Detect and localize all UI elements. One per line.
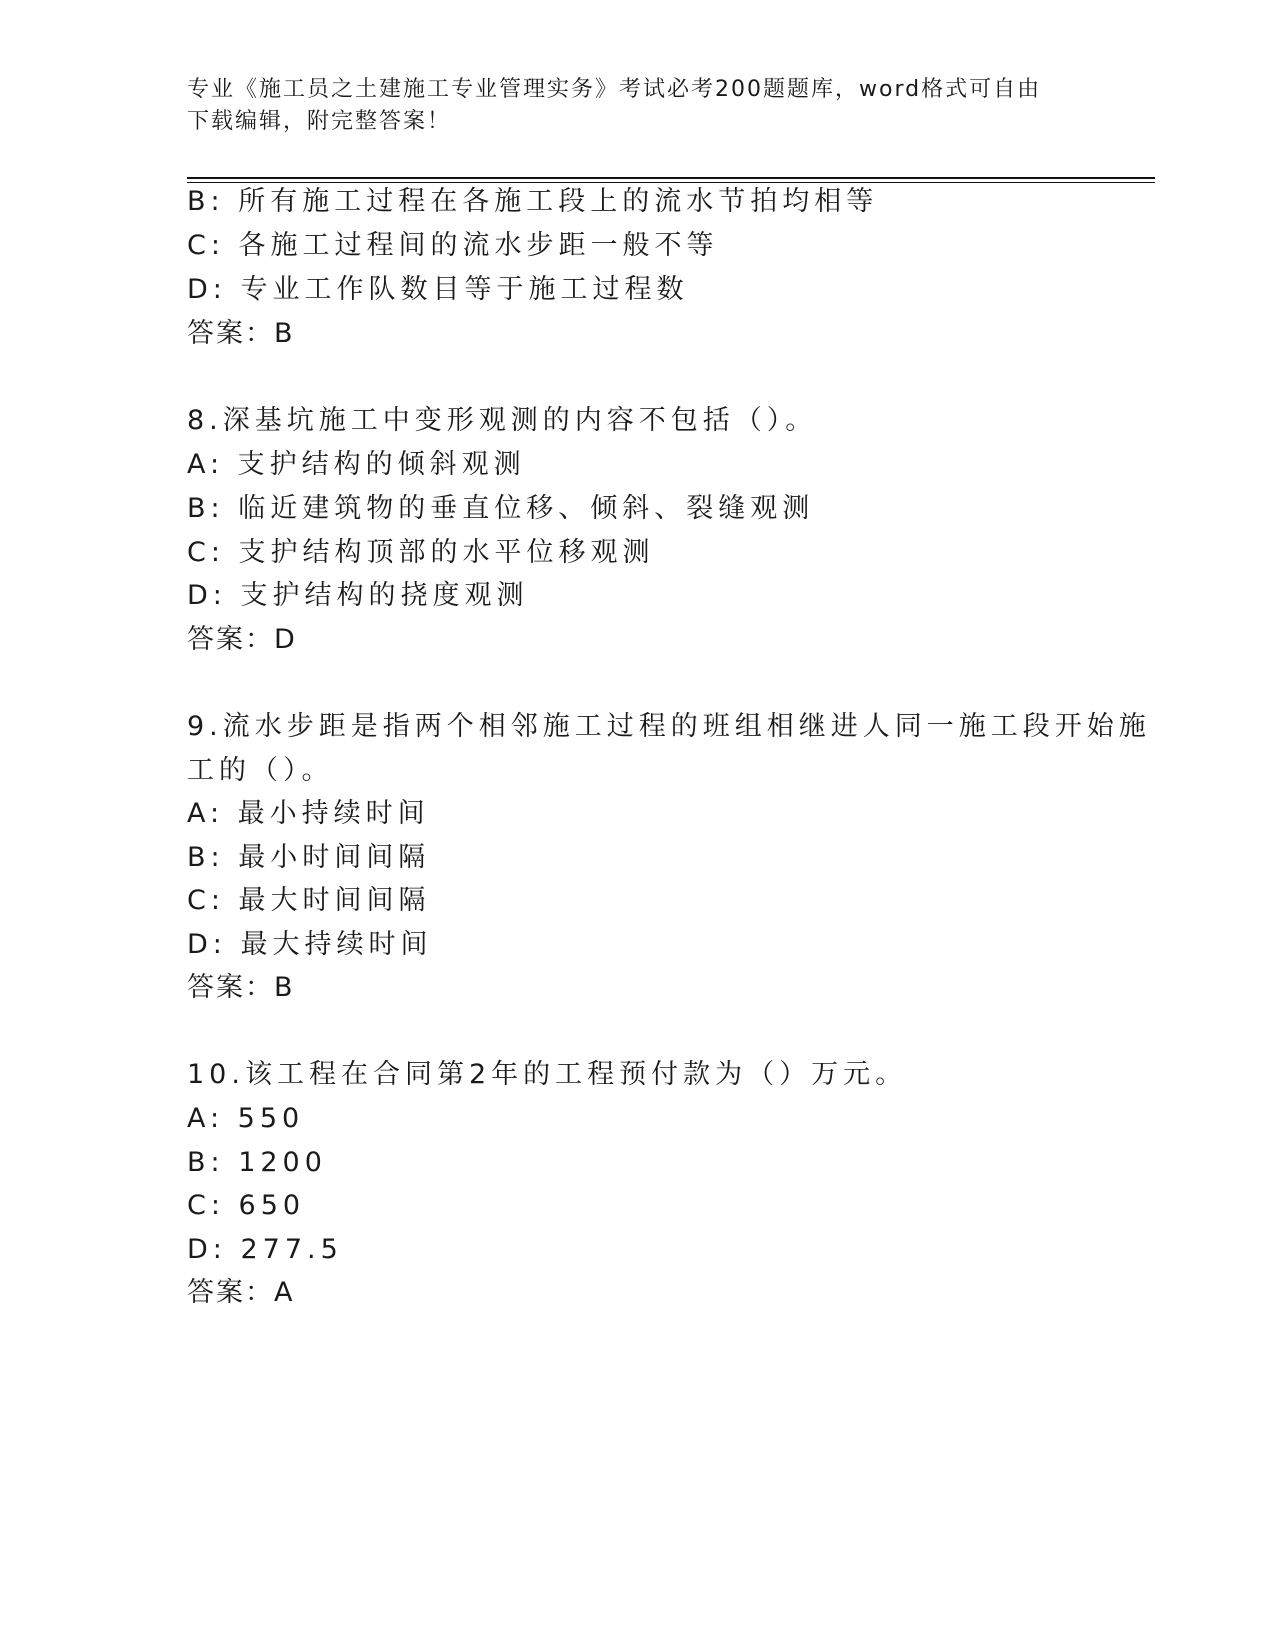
header-line-1: 专业《施工员之土建施工专业管理实务》考试必考200题题库，word格式可自由 xyxy=(187,77,1042,102)
q9-option-a: A: 最小持续时间 xyxy=(187,798,430,829)
q10-option-c: C: 650 xyxy=(187,1190,306,1221)
q9-question-line-2: 工的（）。 xyxy=(187,755,334,786)
q9-question-line-1: 9.流水步距是指两个相邻施工过程的班组相继进人同一施工段开始施 xyxy=(187,711,1151,742)
q9-option-d: D: 最大持续时间 xyxy=(187,929,433,960)
q8-answer: 答案：D xyxy=(187,624,297,655)
header-line-2: 下载编辑，附完整答案！ xyxy=(187,109,452,134)
q10-option-b: B: 1200 xyxy=(187,1147,327,1178)
q9-option-b: B: 最小时间间隔 xyxy=(187,842,431,873)
q8-option-a: A: 支护结构的倾斜观测 xyxy=(187,449,526,480)
q7-option-c: C: 各施工过程间的流水步距一般不等 xyxy=(187,230,719,261)
q10-option-d: D: 277.5 xyxy=(187,1234,343,1265)
q10-question: 10.该工程在合同第2年的工程预付款为（）万元。 xyxy=(187,1059,908,1090)
q8-question: 8.深基坑施工中变形观测的内容不包括（）。 xyxy=(187,405,818,436)
document-header xyxy=(187,74,1087,138)
q10-option-a: A: 550 xyxy=(187,1103,305,1134)
q7-option-d: D: 专业工作队数目等于施工过程数 xyxy=(187,274,689,305)
q10-answer: 答案：A xyxy=(187,1277,295,1308)
header-rule-thin xyxy=(187,182,1155,183)
q7-answer: 答案：B xyxy=(187,318,295,349)
q8-option-d: D: 支护结构的挠度观测 xyxy=(187,580,529,611)
header-rule-thick xyxy=(187,177,1155,179)
q9-option-c: C: 最大时间间隔 xyxy=(187,885,431,916)
q9-answer: 答案：B xyxy=(187,972,295,1003)
q8-option-b: B: 临近建筑物的垂直位移、倾斜、裂缝观测 xyxy=(187,493,815,524)
q8-option-c: C: 支护结构顶部的水平位移观测 xyxy=(187,537,655,568)
q7-option-b: B: 所有施工过程在各施工段上的流水节拍均相等 xyxy=(187,186,879,217)
